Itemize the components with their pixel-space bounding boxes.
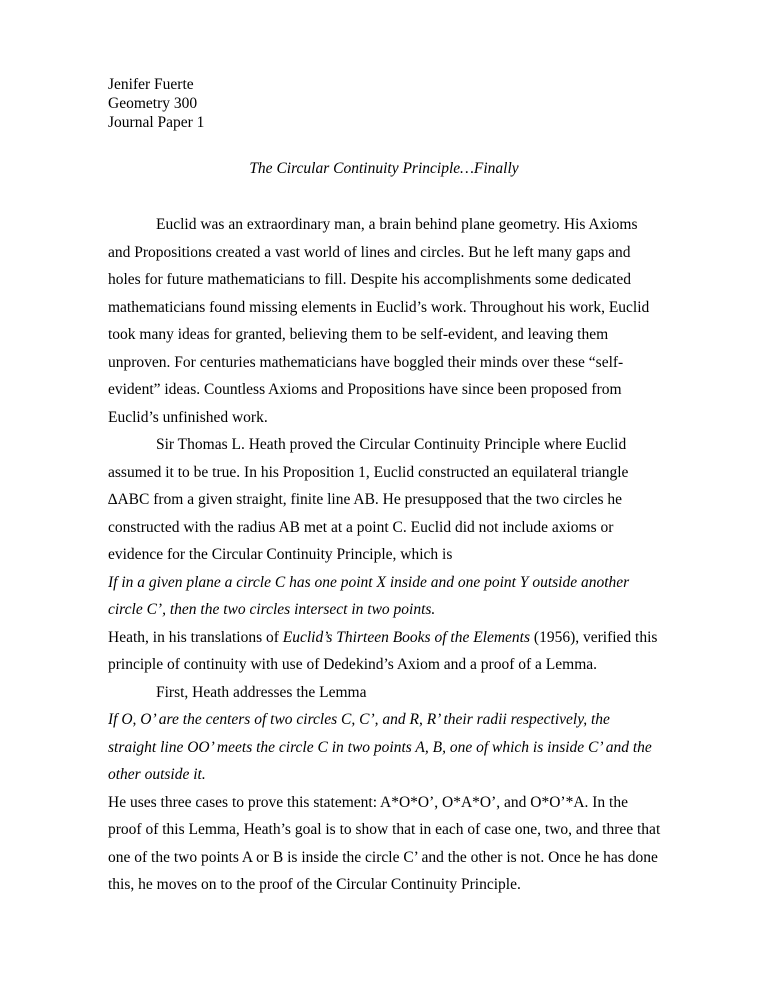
text-line: He uses three cases to prove this statement: A*O*O’, O*A*O’, and O*O’*A. In the <box>108 793 628 811</box>
paragraph-heath <box>108 431 668 569</box>
text-line: If O, O’ are the centers of two circles C, C’, and R, R’ their radii respectively, the <box>108 711 610 728</box>
book-title: Euclid’s Thirteen Books of the Elements <box>282 628 531 646</box>
text-line: unproven. For centuries mathematicians have boggled their minds over these “self- <box>108 353 624 371</box>
text-line: Euclid was an extraordinary man, a brain behind plane geometry. His Axioms <box>156 216 638 233</box>
course-name: Geometry 300 <box>108 95 198 112</box>
text-line: took many ideas for granted, believing them to be self-evident, and leaving them <box>108 326 609 343</box>
text-line: one of the two points A or B is inside the circle C’ and the other is not. Once he has done <box>108 848 658 866</box>
text-line: other outside it. <box>108 766 206 783</box>
lemma-statement <box>108 706 668 789</box>
text-line: evident” ideas. Countless Axioms and Propositions have since been proposed from <box>108 381 622 398</box>
principle-statement <box>108 569 668 624</box>
paper-title: The Circular Continuity Principle…Finally <box>249 160 519 177</box>
text-segment: (1956), verified this <box>530 628 658 646</box>
text-line: proof of this Lemma, Heath’s goal is to show that in each of case one, two, and three that <box>108 821 661 838</box>
paragraph-translation <box>108 624 668 679</box>
text-line: constructed with the radius AB met at a point C. Euclid did not include axioms or <box>108 518 614 536</box>
author-name: Jenifer Fuerte <box>108 76 194 93</box>
text-segment: Heath, in his translations of <box>108 628 283 646</box>
text-line: ∆ABC from a given straight, finite line AB. He presupposed that the two circles he <box>108 491 622 508</box>
paragraph-cases <box>108 789 668 899</box>
text-line: Euclid’s unfinished work. <box>108 408 268 426</box>
text-line: First, Heath addresses the Lemma <box>156 683 367 701</box>
text-line: principle of continuity with use of Dedekind’s Axiom and a proof of a Lemma. <box>108 656 597 673</box>
text-line: this, he moves on to the proof of the Circular Continuity Principle. <box>108 876 521 893</box>
paper-header <box>108 75 204 132</box>
paragraph-intro <box>108 211 668 431</box>
text-line: evidence for the Circular Continuity Principle, which is <box>108 546 453 563</box>
text-line <box>108 624 668 652</box>
paragraph-lemma-intro <box>108 679 668 707</box>
text-line: mathematicians found missing elements in Euclid’s work. Throughout his work, Euclid <box>108 298 650 316</box>
text-line: holes for future mathematicians to fill. Despite his accomplishments some dedicated <box>108 271 631 288</box>
assignment-name: Journal Paper 1 <box>108 114 205 131</box>
paper-body <box>108 211 668 899</box>
text-line: If in a given plane a circle C has one point X inside and one point Y outside another <box>108 573 630 591</box>
text-line: assumed it to be true. In his Proposition 1, Euclid constructed an equilateral triangle <box>108 463 629 481</box>
text-line: straight line OO’ meets the circle C in two points A, B, one of which is inside C’ and the <box>108 738 652 756</box>
text-line: Sir Thomas L. Heath proved the Circular Continuity Principle where Euclid <box>156 436 627 453</box>
text-line: circle C’, then the two circles intersect in two points. <box>108 601 436 618</box>
text-line: and Propositions created a vast world of lines and circles. But he left many gaps and <box>108 243 631 261</box>
